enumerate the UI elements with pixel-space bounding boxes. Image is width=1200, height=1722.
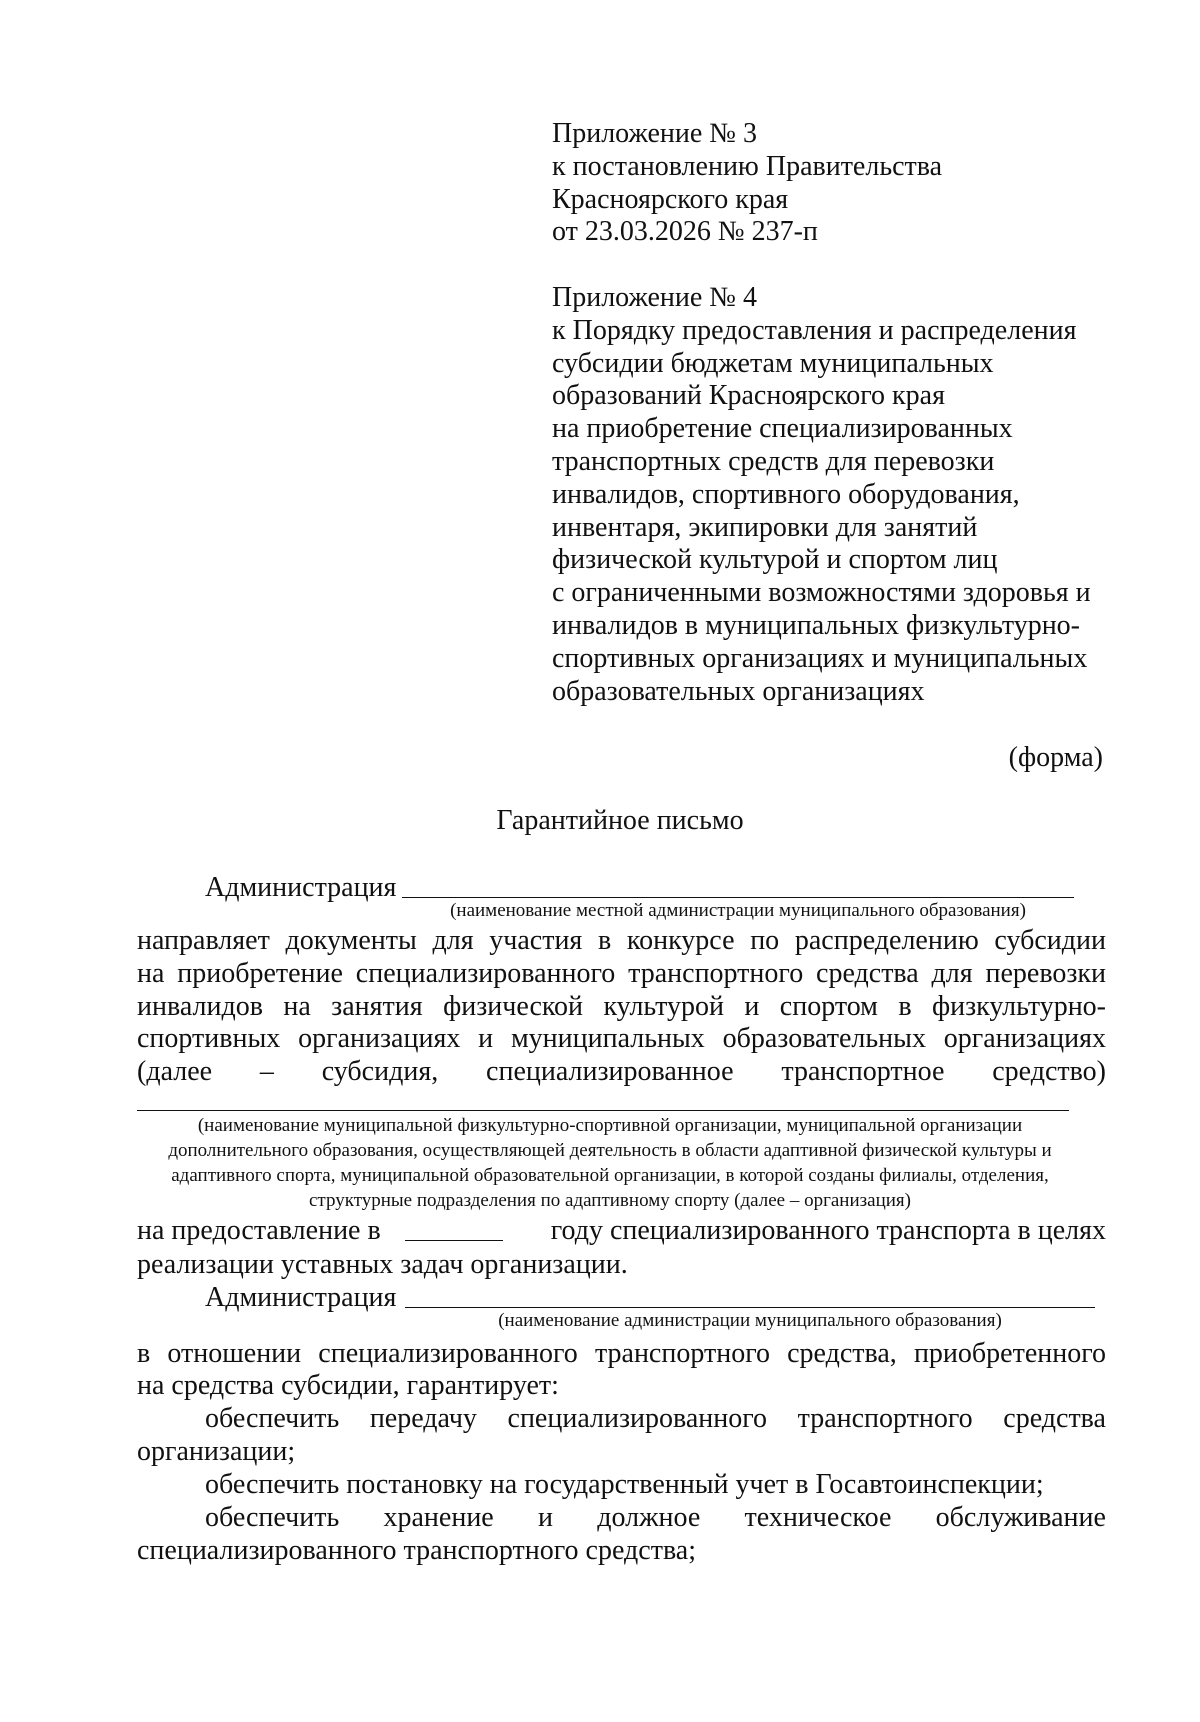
appendix-header-2-line: к Порядку предоставления и распределения <box>552 314 1077 346</box>
appendix-header-2-line: спортивных организациях и муниципальных <box>552 642 1088 674</box>
org-caption-line: адаптивного спорта, муниципальной образовательной организации, в которой созданы филиалы, отделения, <box>171 1165 1049 1186</box>
item3-word: должное <box>597 1502 701 1533</box>
para1-line: на приобретение специализированного транспортного средства для перевозки <box>137 958 1106 989</box>
appendix-header-2-line: на приобретение специализированных <box>552 413 1013 445</box>
item3-word: хранение <box>383 1502 494 1533</box>
admin-label-2: Администрация <box>205 1282 397 1313</box>
para3-line1: в отношении специализированного транспортного средства, приобретенного <box>137 1338 1106 1369</box>
appendix-header-2-line: образовательных организациях <box>552 675 925 707</box>
org-caption-line: структурные подразделения по адаптивному спорту (далее – организация) <box>309 1190 911 1211</box>
document-title: Гарантийное письмо <box>496 805 744 836</box>
para2-end: году специализированного транспорта в целях <box>550 1215 1106 1246</box>
appendix-header-2-line: инвалидов в муниципальных физкультурно- <box>552 609 1081 641</box>
item1-word: средства <box>1003 1403 1106 1434</box>
para1-line: направляет документы для участия в конкурсе по распределению субсидии <box>137 925 1106 956</box>
appendix-header-2-line: транспортных средств для перевозки <box>552 445 995 477</box>
item1-line1 <box>205 1403 1106 1435</box>
item2: обеспечить постановку на государственный учет в Госавтоинспекции; <box>205 1469 1044 1500</box>
para2-start: на предоставление в <box>137 1215 381 1246</box>
item3-line1 <box>205 1502 1106 1534</box>
appendix-header-2-line: с ограниченными возможностями здоровья и <box>552 577 1091 609</box>
admin-name-blank-1 <box>402 897 1074 898</box>
item3-word: обслуживание <box>935 1502 1106 1533</box>
para1-line: спортивных организациях и муниципальных образовательных организациях <box>137 1023 1106 1054</box>
appendix-header-1 <box>552 118 942 249</box>
admin-name-blank-2 <box>405 1307 1095 1308</box>
para1-last-line <box>137 1056 1106 1088</box>
para2-line2: реализации уставных задач организации. <box>137 1249 628 1280</box>
para1-word: транспортное <box>781 1056 945 1087</box>
appendix-header-1-line: Красноярского края <box>552 183 789 215</box>
para1-word: специализированное <box>486 1056 734 1087</box>
item1-word: обеспечить <box>205 1403 340 1434</box>
item1-word: передачу <box>369 1403 477 1434</box>
admin-label-1: Администрация <box>205 872 397 903</box>
item3-word: и <box>538 1502 554 1533</box>
para1-word: средство) <box>992 1056 1106 1087</box>
appendix-header-2-line: инвентаря, экипировки для занятий <box>552 511 978 543</box>
para1-word: – <box>259 1056 274 1087</box>
form-label: (форма) <box>1008 742 1103 773</box>
appendix-header-2-line: физической культурой и спортом лиц <box>552 544 998 576</box>
appendix-header-2-line: образований Красноярского края <box>552 380 945 412</box>
appendix-header-1-line: к постановлению Правительства <box>552 150 943 182</box>
admin-caption-2: (наименование администрации муниципального образования) <box>498 1310 1002 1331</box>
year-blank <box>405 1240 503 1241</box>
appendix-header-2-line: субсидии бюджетам муниципальных <box>552 347 994 379</box>
appendix-header-2 <box>552 282 1091 708</box>
item1-line2: организации; <box>137 1436 296 1467</box>
para1-word: субсидия, <box>321 1056 439 1087</box>
item3-word: техническое <box>744 1502 892 1533</box>
organization-name-blank <box>137 1110 1069 1111</box>
admin-caption-1: (наименование местной администрации муниципального образования) <box>450 900 1026 921</box>
appendix-header-1-line: Приложение № 3 <box>552 118 757 149</box>
org-caption-line: (наименование муниципальной физкультурно-спортивной организации, муниципальной организации <box>197 1115 1023 1136</box>
para3-line2: на средства субсидии, гарантирует: <box>137 1370 559 1401</box>
appendix-header-2-line: Приложение № 4 <box>552 282 757 313</box>
para1-word: (далее <box>137 1056 213 1087</box>
item1-word: специализированного <box>507 1403 768 1434</box>
item1-word: транспортного <box>797 1403 973 1434</box>
para1-line: инвалидов на занятия физической культурой и спортом в физкультурно- <box>137 991 1106 1022</box>
appendix-header-1-line: от 23.03.2026 № 237-п <box>552 216 818 248</box>
item3-line2: специализированного транспортного средства; <box>137 1535 697 1566</box>
item3-word: обеспечить <box>205 1502 340 1533</box>
org-caption-line: дополнительного образования, осуществляющей деятельность в области адаптивной физической культуры и <box>168 1140 1052 1161</box>
appendix-header-2-line: инвалидов, спортивного оборудования, <box>552 478 1020 510</box>
